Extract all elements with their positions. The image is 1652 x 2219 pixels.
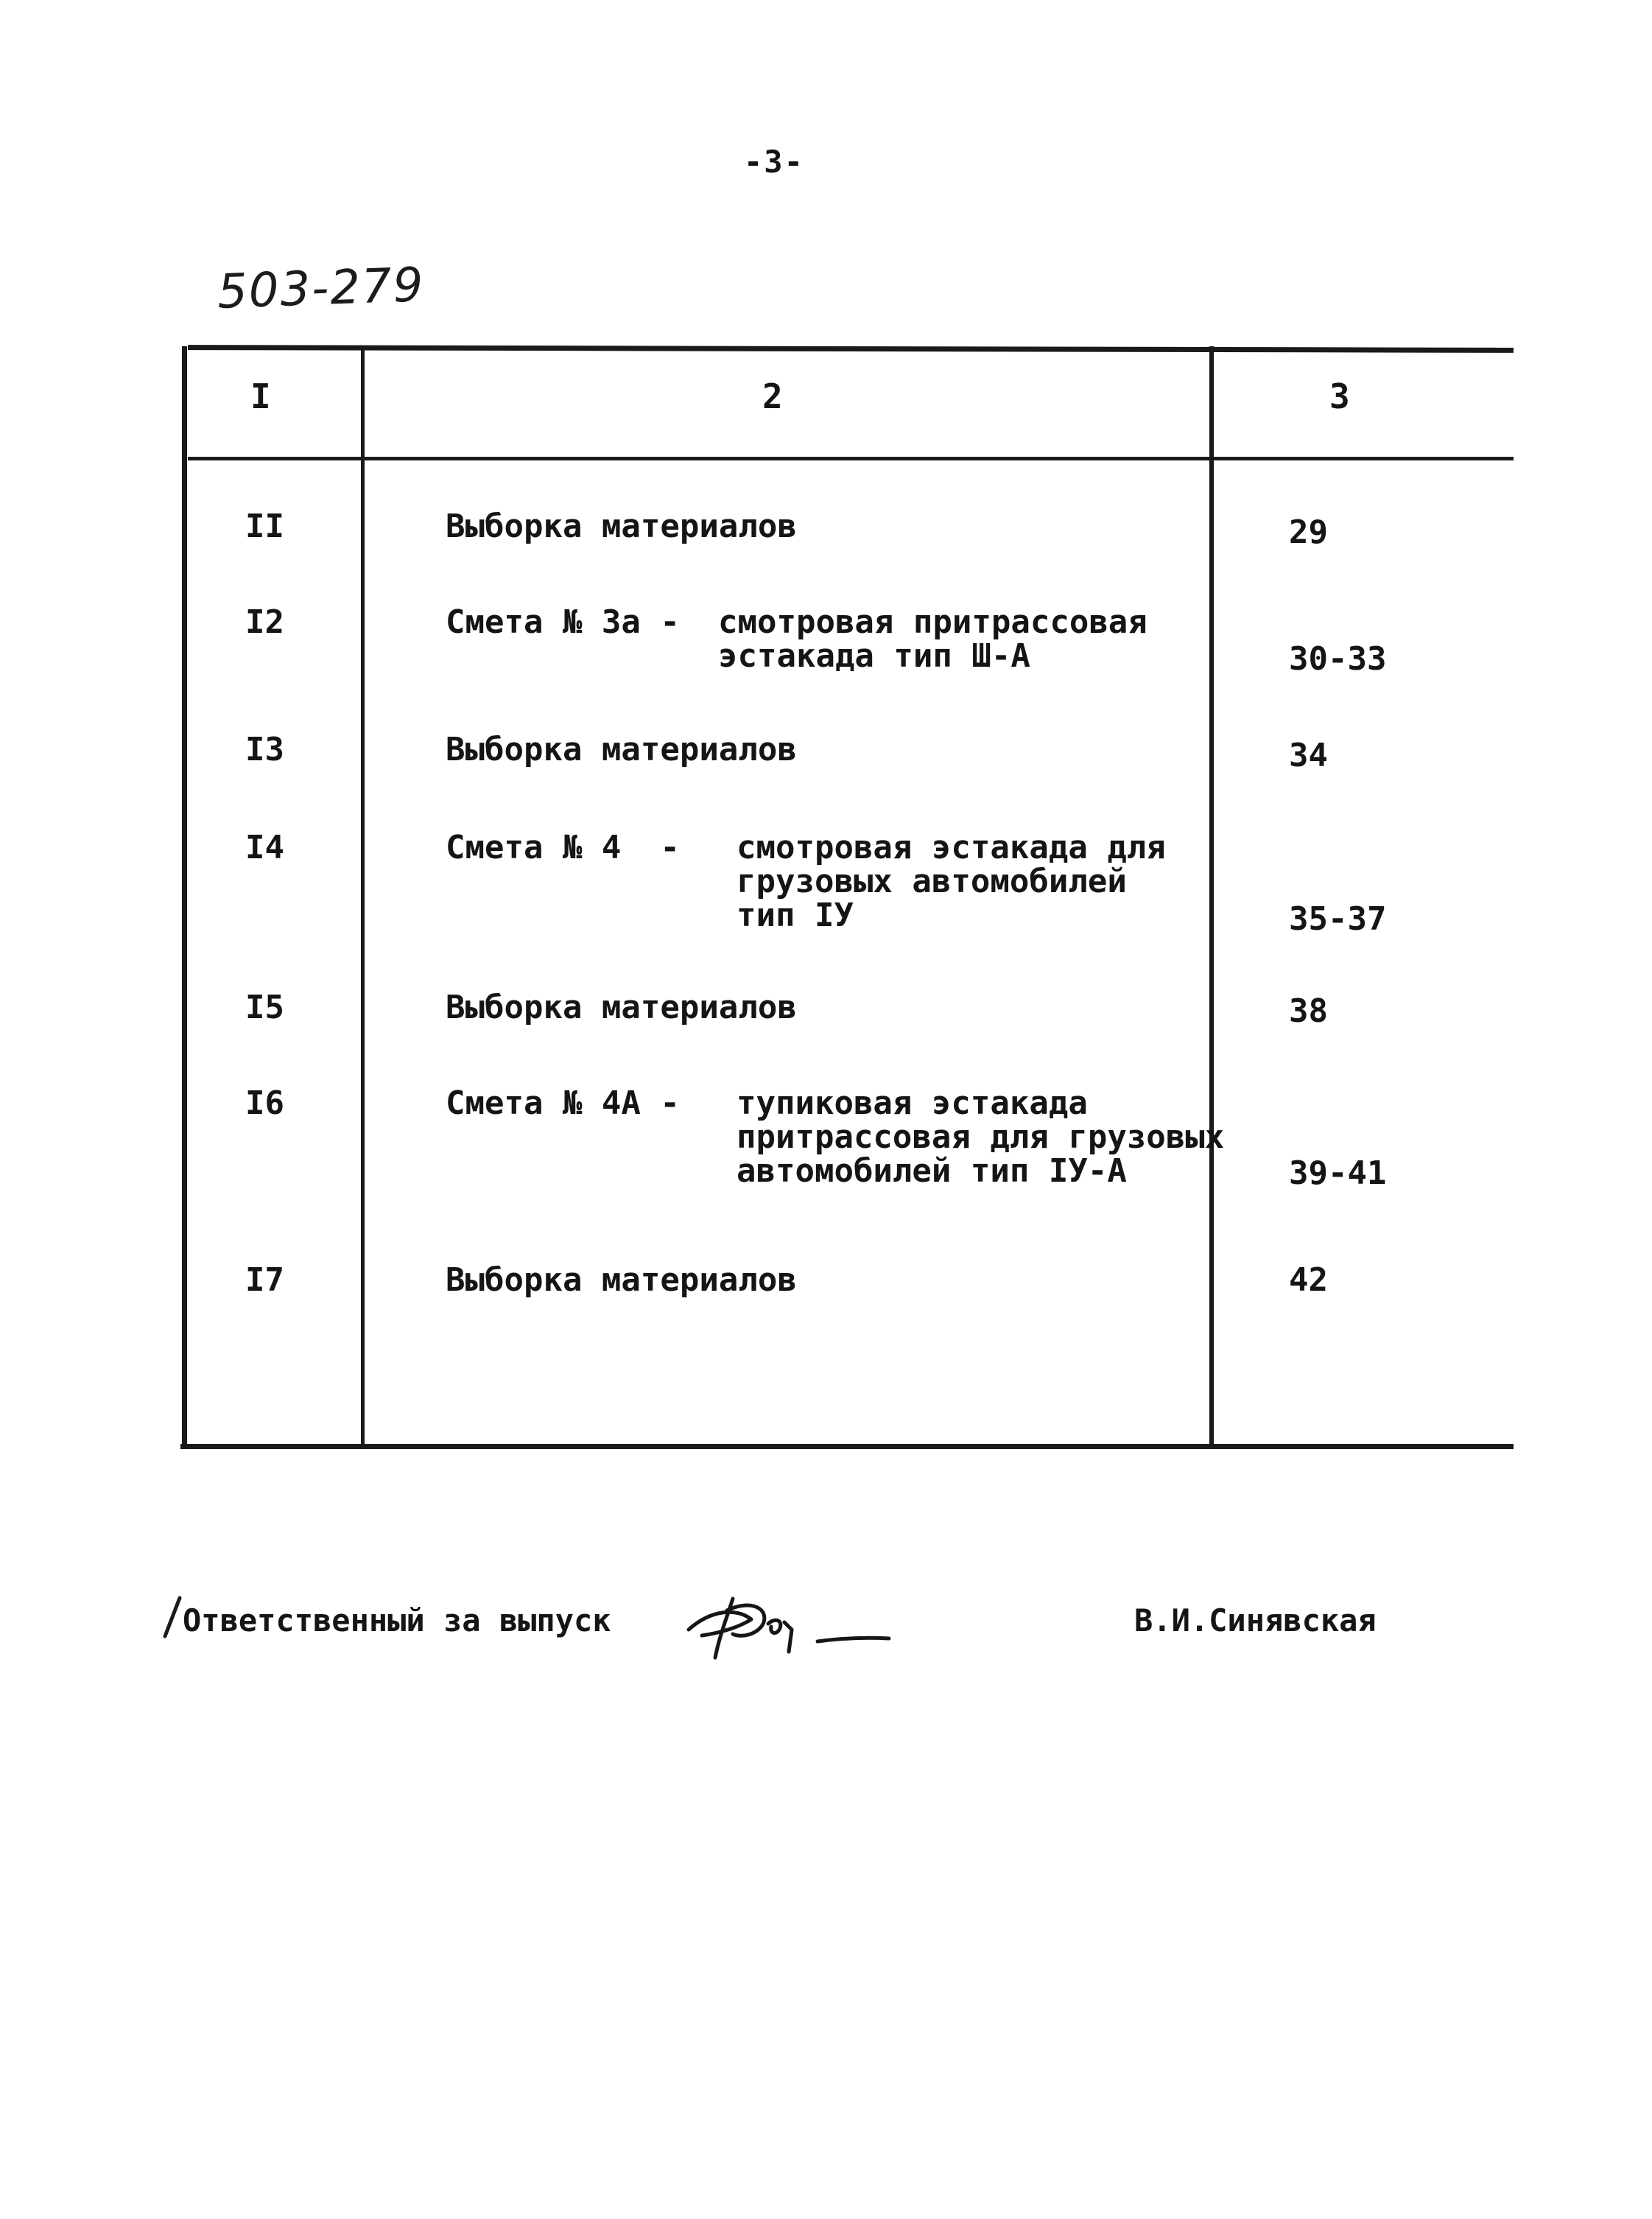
column-header-1: I [250, 376, 271, 416]
table-column-divider-1 [361, 346, 365, 1449]
table-bottom-rule [180, 1444, 1514, 1449]
row-label: Выборка материалов [446, 508, 797, 545]
row-number: I4 [245, 829, 284, 866]
slash-mark-icon [161, 1595, 183, 1639]
column-header-2: 2 [762, 376, 783, 416]
row-description-line: эстакада тип Ш-А [718, 637, 1030, 675]
row-label: Смета № 4 - [446, 829, 680, 866]
row-pages: 39-41 [1289, 1154, 1387, 1192]
row-number: I2 [245, 603, 284, 641]
signer-name: В.И.Синявская [1134, 1602, 1377, 1638]
row-description-line: автомобилей тип IУ-А [737, 1152, 1127, 1190]
row-pages: 34 [1289, 737, 1328, 774]
row-pages: 30-33 [1289, 640, 1387, 678]
document-code: 503-279 [216, 258, 426, 320]
row-number: I5 [245, 989, 284, 1026]
table-left-border [182, 346, 187, 1449]
row-description-line: тип IУ [737, 897, 854, 934]
table-top-rule [188, 345, 1514, 353]
table-column-divider-2 [1209, 346, 1214, 1449]
row-number: II [245, 508, 284, 545]
responsible-label: Ответственный за выпуск [183, 1602, 611, 1638]
table-header-rule [188, 457, 1514, 460]
row-number: I6 [245, 1084, 284, 1122]
row-pages: 29 [1289, 513, 1328, 551]
row-label: Выборка материалов [446, 1261, 797, 1299]
row-pages: 42 [1289, 1261, 1328, 1299]
handwritten-signature-icon [681, 1584, 895, 1665]
row-label: Выборка материалов [446, 989, 797, 1026]
row-description-line: притрассовая для грузовых [737, 1118, 1225, 1156]
row-pages: 35-37 [1289, 900, 1387, 938]
row-label: Смета № 3а - [446, 603, 680, 641]
column-header-3: 3 [1329, 376, 1350, 416]
row-description-line: грузовых автомобилей [737, 863, 1127, 900]
row-label: Выборка материалов [446, 731, 797, 768]
row-description-line: смотровая притрассовая [718, 603, 1147, 641]
row-description-line: смотровая эстакада для [737, 829, 1166, 866]
row-label: Смета № 4А - [446, 1084, 680, 1122]
page-number: -3- [744, 144, 804, 180]
row-number: I3 [245, 731, 284, 768]
row-pages: 38 [1289, 992, 1328, 1030]
row-description-line: тупиковая эстакада [737, 1084, 1088, 1122]
row-number: I7 [245, 1261, 284, 1299]
